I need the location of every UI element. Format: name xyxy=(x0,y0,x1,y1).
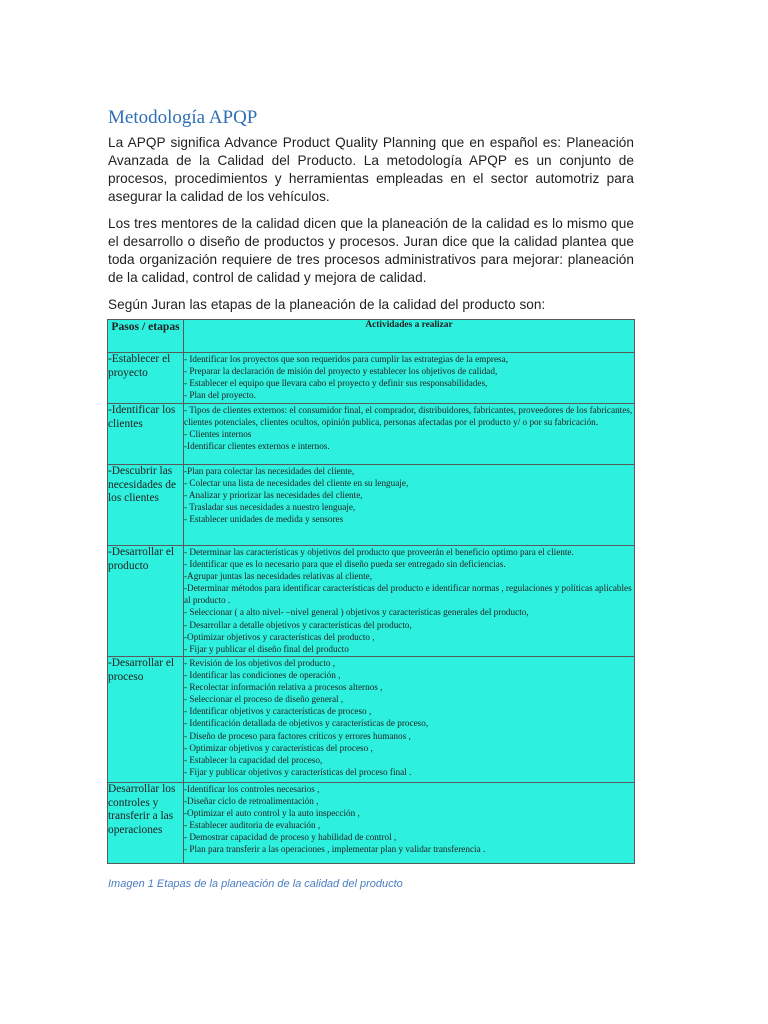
activity-line: - Desarrollar a detalle objetivos y características del producto, xyxy=(184,619,412,630)
activity-line: -Identificar clientes externos e internos. xyxy=(184,441,330,452)
activity-line: - Identificar objetivos y características de proceso , xyxy=(184,706,372,717)
activity-line: - Establecer el equipo que llevara cabo el proyecto y definir sus responsabilidades, xyxy=(184,378,488,389)
table-row xyxy=(108,546,635,657)
step-cell: -Desarrollar el proceso xyxy=(108,657,184,783)
activities-cell xyxy=(184,404,635,465)
table-row xyxy=(108,657,635,783)
step-cell: -Descubrir las necesidades de los clientes xyxy=(108,465,184,546)
activity-line: -Identificar los controles necesarios , xyxy=(184,784,320,794)
activities-cell xyxy=(184,546,635,657)
table-row xyxy=(108,465,635,546)
activity-line: - Tipos de clientes externos: el consumidor final, el comprador, distribuidores, fabricantes, proveedores de los fabricantes, clientes potenciales, clientes ocultos, opinión publica, personas afectadas por el producto y/ o por su fabricación. xyxy=(184,405,633,428)
image-caption: Imagen 1 Etapas de la planeación de la calidad del producto xyxy=(108,878,403,890)
stages-intro-paragraph: Según Juran las etapas de la planeación de la calidad del producto son: xyxy=(108,297,546,312)
activity-line: - Identificar que es lo necesario para que el diseño pueda ser entregado sin deficiencias. xyxy=(184,559,506,570)
text-section xyxy=(108,106,634,314)
section-heading: Metodología APQP xyxy=(108,107,258,128)
activity-line: - Plan para transferir a las operaciones , implementar plan y validar transferencia . xyxy=(184,844,486,855)
activity-line: - Identificar los proyectos que son requeridos para cumplir las estrategias de la empresa, xyxy=(184,354,508,364)
header-activities: Actividades a realizar xyxy=(184,320,635,353)
activity-line: - Trasladar sus necesidades a nuestro lenguaje, xyxy=(184,502,356,513)
activity-line: - Seleccionar ( a alto nivel- –nivel general ) objetivos y características generales del producto, xyxy=(184,607,529,618)
activity-line: - Determinar las características y objetivos del producto que proveerán el beneficio optimo para el cliente. xyxy=(184,547,574,557)
header-steps: Pasos / etapas xyxy=(108,320,184,353)
activity-line: - Optimizar objetivos y características del proceso , xyxy=(184,742,373,753)
table-row xyxy=(108,404,635,465)
activity-line: - Analizar y priorizar las necesidades del cliente, xyxy=(184,490,363,501)
activities-cell xyxy=(184,353,635,404)
quality-planning-stages-table xyxy=(107,319,635,864)
activities-cell xyxy=(184,783,635,864)
table-row xyxy=(108,353,635,404)
step-cell: Desarrollar los controles y transferir a las operaciones xyxy=(108,783,184,864)
step-cell: -Establecer el proyecto xyxy=(108,353,184,404)
activity-line: - Fijar y publicar objetivos y características del proceso final . xyxy=(184,766,412,777)
activity-line: - Establecer unidades de medida y sensores xyxy=(184,514,344,525)
activity-line: - Clientes internos xyxy=(184,429,252,440)
mentors-paragraph: Los tres mentores de la calidad dicen que la planeación de la calidad es lo mismo que el desarrollo o diseño de productos y procesos. Juran dice que la calidad plantea que toda organización requiere de tres procesos administrativos para mejorar: planeación de la calidad, control de calidad y mejora de calidad. xyxy=(108,216,634,285)
activity-line: - Identificación detallada de objetivos y características de proceso, xyxy=(184,718,429,729)
activity-line: - Plan del proyecto. xyxy=(184,390,256,401)
step-cell: -Desarrollar el producto xyxy=(108,546,184,657)
activity-line: -Agrupar juntas las necesidades relativas al cliente, xyxy=(184,571,373,582)
activity-line: -Determinar métodos para identificar características del producto e identificar normas , regulaciones y políticas aplicables al producto . xyxy=(184,583,632,606)
activity-line: - Demostrar capacidad de proceso y habilidad de control , xyxy=(184,832,397,843)
activity-line: - Seleccionar el proceso de diseño general , xyxy=(184,694,344,705)
activity-line: - Fijar y publicar el diseño final del producto xyxy=(184,643,349,654)
activity-line: -Optimizar objetivos y características del producto , xyxy=(184,631,375,642)
activity-line: - Colectar una lista de necesidades del cliente en su lenguaje, xyxy=(184,478,409,489)
activity-line: - Recolectar información relativa a procesos alternos , xyxy=(184,682,383,693)
intro-paragraph: La APQP significa Advance Product Quality Planning que en español es: Planeación Avanzada de la Calidad del Producto. La metodología APQP es un conjunto de procesos, procedimientos y herramientas empleadas en el sector automotriz para asegurar la calidad de los vehículos. xyxy=(108,135,634,204)
activity-line: - Establecer la capacidad del proceso, xyxy=(184,754,323,765)
activity-line: - Establecer auditoria de evaluación , xyxy=(184,820,321,831)
activity-line: -Diseñar ciclo de retroalimentación , xyxy=(184,796,319,807)
activities-cell xyxy=(184,657,635,783)
activity-line: - Revisión de los objetivos del producto , xyxy=(184,658,336,668)
activity-line: -Plan para colectar las necesidades del cliente, xyxy=(184,466,355,476)
step-cell: -Identificar los clientes xyxy=(108,404,184,465)
activity-line: -Optimizar el auto control y la auto inspección , xyxy=(184,808,360,819)
table-row xyxy=(108,783,635,864)
activity-line: - Identificar las condiciones de operación , xyxy=(184,670,341,681)
activities-cell xyxy=(184,465,635,546)
activity-line: - Diseño de proceso para factores críticos y errores humanos , xyxy=(184,730,411,741)
activity-line: - Preparar la declaración de misión del proyecto y establecer los objetivos de calidad, xyxy=(184,366,498,377)
